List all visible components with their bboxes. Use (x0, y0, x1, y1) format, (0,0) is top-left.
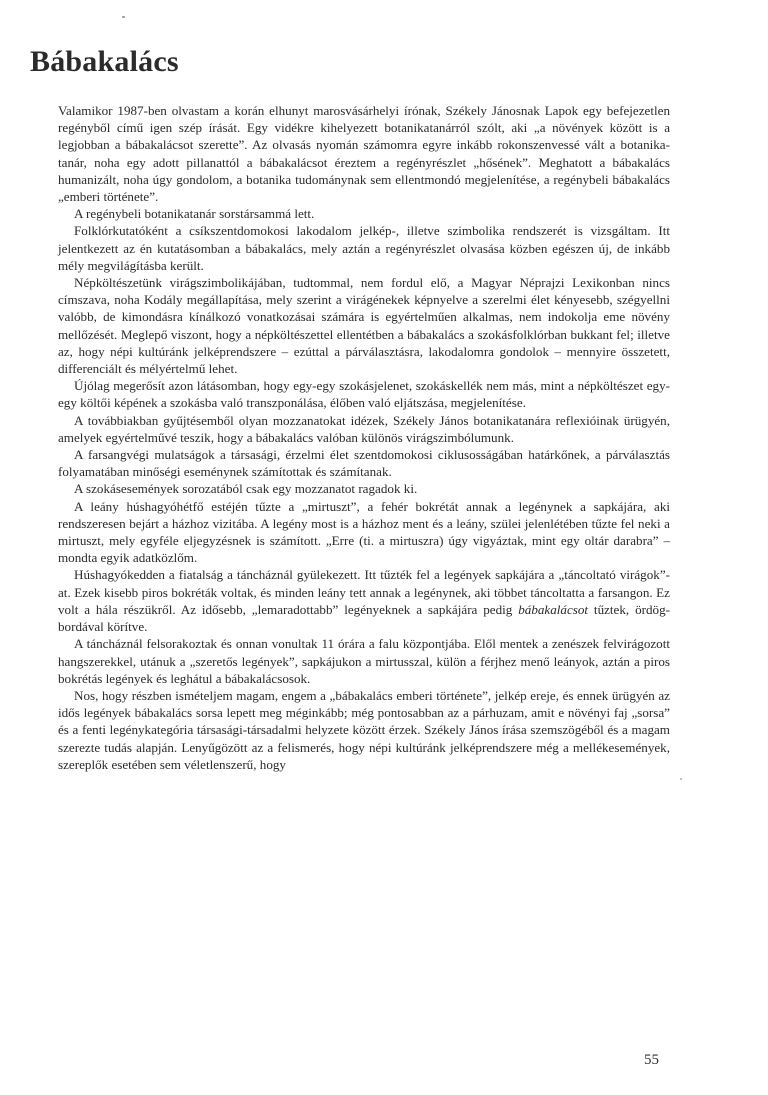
paragraph (58, 566, 670, 635)
paragraph: A leány húshagyóhétfő estéjén tűzte a „mirtuszt”, a fehér bokrétát annak a legénynek a sapkájára, aki rendszeresen bejárt a házhoz vizitába. A legény most is a házhoz ment és a leány, szülei jelenlétében tűzte fel neki a mirtuszt, mely egyféle eljegyzésnek is számított. „Erre (ti. a mirtuszra) úgy vigyáztak, mint egy oltár darabra” – mondta egyik adatközlőm. (58, 498, 670, 566)
paragraph: A táncháznál felsorakoztak és onnan vonultak 11 órára a falu központjába. Elől mentek a zenészek felvirágozott hangszerekkel, utánuk a „szeretős legények”, sapkájukon a mirtusszal, külön a férjhez menő leányok, aztán a piros bokrétás legények és leghátul a bábakalácsosok. (58, 636, 670, 686)
paragraph: A szokásesemények sorozatából csak egy mozzanatot ragadok ki. (74, 481, 418, 497)
paragraph: Nos, hogy részben ismételjem magam, engem a „bábakalács emberi története”, jelkép ereje, és ennek ürügyén az idős legények bábakalács sorsa lepett meg méginkább; még pontosabban az a párhuzam, amit e növényi faj „sorsa” és a fenti legénykategória társasági-társadalmi helyzete között érzek. Székely János írása szemszögéből és a magam szerezte tudás alapján. Lenyűgözött az a felismerés, hogy népi kultúránk jelképrendszere még a mellékesemények, szereplők esetében sem véletlenszerű, hogy (58, 687, 670, 772)
scan-speck (680, 778, 682, 780)
paragraph: A továbbiakban gyűjtésemből olyan mozzanatokat idézek, Székely János botanikatanára reflexióinak ürügyén, amelyek egyértelművé teszik, hogy a bábakalács valóban különös virágszimbólumunk. (58, 412, 670, 445)
paragraph: Valamikor 1987-ben olvastam a korán elhunyt marosvásárhelyi írónak, Székely Jánosnak Lapok egy befejezetlen regényből című igen szép írását. Egy vidékre kihelyezett botanikatanárról szólt, aki „a növények között is a legjobban a bábakalácsot szerette”. Az olvasás nyomán számomra egyre inkább rokonszenvessé vált a botanikatanár, noha egy adott pillanattól a bábakalácsot éreztem a regényrészlet „hősének”. Meghatott a bábakalács humanizált, noha úgy gondolom, a botanika tudománynak sem ellentmondó megjelenítése, a regénybeli bábakalács „emberi története”. (58, 103, 670, 205)
page-number: 55 (644, 1052, 659, 1068)
paragraph: Népköltészetünk virágszimbolikájában, tudtommal, nem fordul elő, a Magyar Néprajzi Lexikonban nincs címszava, noha Kodály megállapítása, mely szerint a virágénekek képnyelve a szerelmi élet kényesebb, szégyellni valóbb, de kimondásra kínálkozó vonatkozásai számára is egyértelműen alkalmas, nem indokolja eme növény mellőzését. Meglepő viszont, hogy a népköltészettel ellentétben a bábakalács a szokásfolklórban bukkant fel; illetve az, hogy népi kultúránk jelképrendszere – ezúttal a párválasztásra, lakodalomra gondolok – mennyire összetett, differenciált és mélyértelmű lehet. (58, 275, 670, 377)
paragraph: Folklórkutatóként a csíkszentdomokosi lakodalom jelkép-, illetve szimbolika rendszerét is vizsgáltam. Itt jelentkezett az én kutatásomban a bábakalács, mely aztán a regényrészlet olvasása közben egészen új, de inkább mély megvilágításba került. (58, 223, 670, 273)
paragraph-text: Húshagyókedden a fiatalság a táncháznál gyülekezett. Itt tűzték fel a legények sapkájára a „táncoltató virágok”-at. Ezek kisebb piros bokréták voltak, és minden leány tett annak a legénynek, aki többet táncoltatta a farsangon. Ez volt a hála részükről. Az idősebb, „lemaradottabb” legényeknek a sapkájára pedig (58, 567, 670, 617)
scan-speck (122, 16, 125, 18)
body-text (58, 102, 670, 773)
paragraph-text: tűztek, ördögbordával körítve. (58, 601, 670, 635)
page-title: Bábakalács (30, 45, 179, 78)
italic-term: bábakalácsot (518, 601, 589, 617)
paragraph: A farsangvégi mulatságok a társasági, érzelmi élet szentdomokosi ciklusosságában határkőnek, a párválasztás folyamatában minőségi eseménynek számítottak és számítanak. (58, 447, 670, 480)
paragraph: A regénybeli botanikatanár sorstársammá lett. (74, 206, 315, 222)
paragraph: Újólag megerősít azon látásomban, hogy egy-egy szokásjelenet, szokáskellék nem más, mint a népköltészet egy-egy költői képének a szokásba való transzponálása, élőben való eljátszása, megjelenítése. (58, 378, 670, 411)
